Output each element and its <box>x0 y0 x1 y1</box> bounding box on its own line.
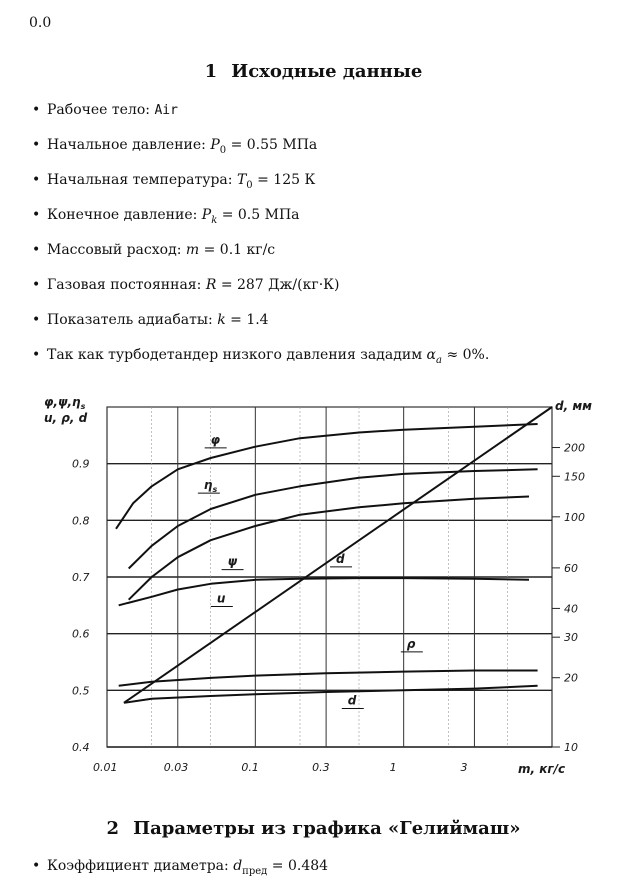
section-1-number: 1 <box>204 61 218 82</box>
x-tick-label: 1 <box>389 761 397 774</box>
section-1-heading: Исходные данные <box>231 61 423 82</box>
right-tick-label: 100 <box>564 510 585 524</box>
section-2-title <box>0 818 627 839</box>
right-axis-label: d, мм <box>555 399 592 413</box>
y-tick-label: 0.5 <box>72 684 90 698</box>
x-axis-label: m, кг/с <box>518 762 566 776</box>
series-label-d: d <box>336 551 345 566</box>
y-tick-label: 0.7 <box>72 571 90 584</box>
series-label-u-bar: u <box>216 591 226 606</box>
right-tick-label: 30 <box>564 631 578 645</box>
page-number: 0.0 <box>29 15 52 31</box>
param-gas-constant: • Газовая постоянная: R = 287 Дж/(кг·К) <box>32 275 489 310</box>
input-params-list <box>32 100 489 380</box>
section-2-number: 2 <box>106 818 120 839</box>
chart-svg <box>42 392 592 782</box>
param-initial-pressure: • Начальное давление: $P_0 = 0.55$ МПа <box>32 135 489 170</box>
series-line-psi <box>129 497 529 600</box>
right-tick-label: 40 <box>564 602 578 616</box>
series-line-u-bar <box>119 578 529 605</box>
x-tick-label: 0.01 <box>93 761 118 774</box>
section-1-title <box>0 61 627 82</box>
y-tick-label: 0.8 <box>72 514 90 528</box>
param-mass-flow: • Массовый расход: m = 0.1 кг/с <box>32 240 489 275</box>
param-alpha: • Так как турбодетандер низкого давления зададим $\alpha_a \approx 0\%$. <box>32 345 489 380</box>
right-tick-label: 200 <box>564 441 585 455</box>
param-working-fluid: • Рабочее тело: Air <box>32 100 489 135</box>
x-tick-label: 0.3 <box>312 761 330 774</box>
x-tick-label: 0.1 <box>241 761 259 774</box>
right-tick-label: 10 <box>564 741 578 754</box>
x-tick-label: 3 <box>460 761 468 774</box>
result-diameter-coefficient: • Коэффициент диаметра: $d_{пред} = 0.484$ <box>32 856 328 891</box>
y-tick-label: 0.4 <box>72 741 90 754</box>
section-2-heading: Параметры из графика «Гелиймаш» <box>133 818 521 839</box>
series-line-eta-s <box>129 469 538 568</box>
y-tick-label: 0.9 <box>72 457 90 471</box>
x-tick-label: 0.03 <box>163 761 189 774</box>
right-tick-label: 60 <box>564 561 578 575</box>
y-tick-label: 0.6 <box>72 627 90 641</box>
series-line-d-bar <box>124 686 538 703</box>
results-list <box>32 856 328 891</box>
param-final-pressure: • Конечное давление: $P_k = 0.5$ МПа <box>32 205 489 240</box>
series-label-d-bar: d <box>347 693 357 708</box>
heliymash-chart <box>42 392 592 782</box>
right-tick-label: 20 <box>564 671 578 685</box>
left-axis-label-line2: u, ρ, d <box>44 411 88 425</box>
right-tick-label: 150 <box>564 470 585 484</box>
param-initial-temperature: • Начальная температура: $T_0 = 125$ К <box>32 170 489 205</box>
param-adiabatic-index: • Показатель адиабаты: k = 1.4 <box>32 310 489 345</box>
series-label-phi: φ <box>210 432 221 447</box>
left-axis-label-line1: $\varphi,\psi,\eta_s$ <box>44 395 86 411</box>
series-label-psi: ψ <box>227 554 238 569</box>
series-label-eta-s: $\eta_s$ <box>203 478 218 495</box>
series-label-rho: ρ <box>406 636 416 651</box>
